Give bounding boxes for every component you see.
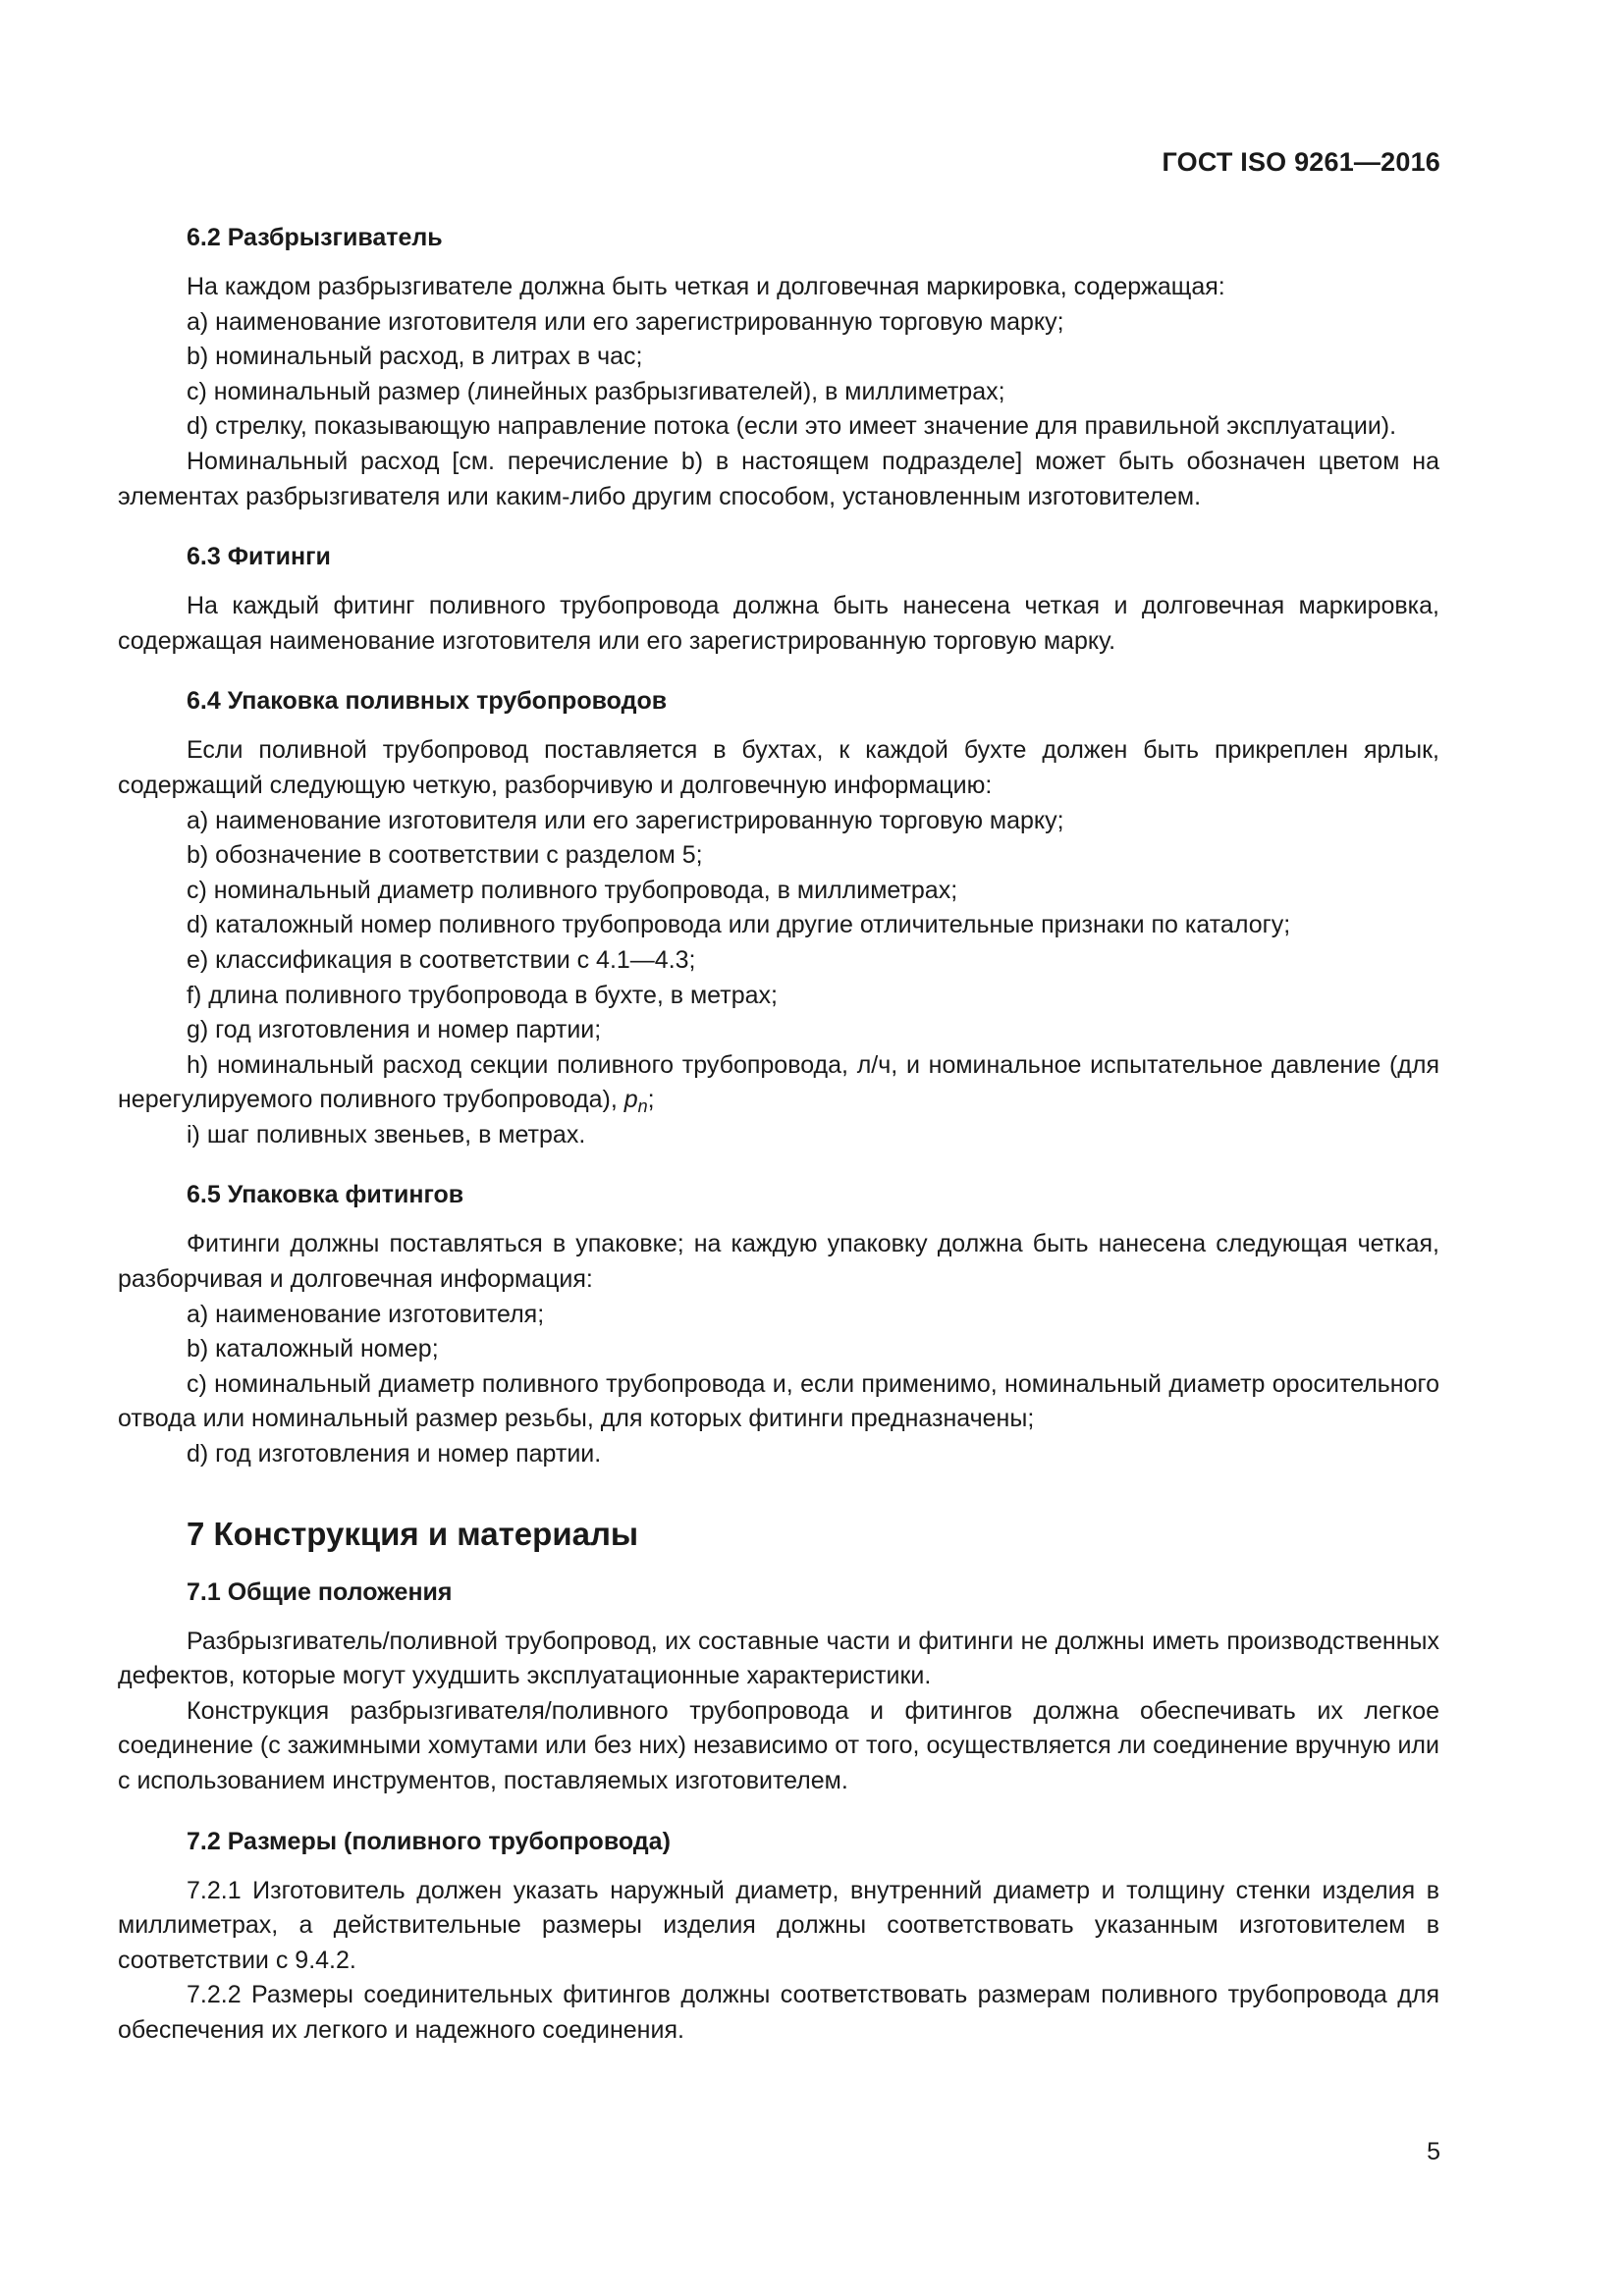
list-item: a) наименование изготовителя или его зарегистрированную торговую марку; [187,806,1064,834]
paragraph: На каждый фитинг поливного трубопровода должна быть нанесена четкая и долговечная маркировка, содержащая наименование изготовителя или его зарегистрированную торговую марку. [118,592,1439,655]
section-heading-6-5: 6.5 Упаковка фитингов [187,1181,464,1209]
list-item: c) номинальный диаметр поливного трубопровода, в миллиметрах; [187,876,958,904]
list-item: b) номинальный расход, в литрах в час; [187,343,643,371]
list-item-text: h) номинальный расход секции поливного трубопровода, л/ч, и номинальное испытательное давление (для нерегулируемого поливного трубопровода), [118,1050,1439,1114]
paragraph: Если поливной трубопровод поставляется в бухтах, к каждой бухте должен быть прикреплен ярлык, содержащий следующую четкую, разборчивую и долговечную информацию: [118,736,1439,799]
paragraph: Номинальный расход [см. перечисление b) в настоящем подразделе] может быть обозначен цветом на элементах разбрызгивателя или каким-либо другим способом, установленным изготовителем. [118,447,1439,510]
list-item: c) номинальный размер (линейных разбрызгивателей), в миллиметрах; [187,377,1005,405]
paragraph: Разбрызгиватель/поливной трубопровод, их составные части и фитинги не должны иметь производственных дефектов, которые могут ухудшить эксплуатационные характеристики. [118,1627,1439,1690]
paragraph: Конструкция разбрызгивателя/поливного трубопровода и фитингов должна обеспечивать их легкое соединение (с зажимными хомутами или без них) независимо от того, осуществляется ли соединение вручную или с использованием инструментов, поставляемых изготовителем. [118,1696,1439,1794]
list-item: e) классификация в соответствии с 4.1—4.3; [187,945,696,974]
document-header: ГОСТ ISO 9261—2016 [1162,147,1440,177]
list-item: f) длина поливного трубопровода в бухте, в метрах; [187,981,778,1009]
document-body [118,220,1439,2049]
list-item: b) каталожный номер; [187,1335,439,1363]
list-item: c) номинальный диаметр поливного трубопровода и, если применимо, номинальный диаметр оросительного отвода или номинальный размер резьбы, для которых фитинги предназначены; [118,1369,1439,1433]
list-item: d) год изготовления и номер партии. [187,1440,602,1468]
section-heading-7-1: 7.1 Общие положения [187,1577,453,1606]
list-item: d) каталожный номер поливного трубопровода или другие отличительные признаки по каталогу; [187,911,1291,939]
list-item: g) год изготовления и номер партии; [187,1016,602,1044]
chapter-heading-7: 7 Конструкция и материалы [187,1515,639,1552]
list-item: a) наименование изготовителя; [187,1300,545,1328]
section-heading-6-2: 6.2 Разбрызгиватель [187,224,443,251]
pressure-subscript: n [637,1096,648,1117]
list-item: a) наименование изготовителя или его зарегистрированную торговую марку; [187,307,1064,336]
section-heading-6-3: 6.3 Фитинги [187,543,331,571]
list-item: i) шаг поливных звеньев, в метрах. [187,1120,586,1148]
paragraph: 7.2.1 Изготовитель должен указать наружный диаметр, внутренний диаметр и толщину стенки изделия в миллиметрах, а действительные размеры изделия должны соответствовать указанным изготовителем в соответствии с 9.4.2. [118,1876,1439,1974]
paragraph: Фитинги должны поставляться в упаковке; на каждую упаковку должна быть нанесена следующая четкая, разборчивая и долговечная информация: [118,1230,1439,1294]
list-item [118,1048,1439,1118]
section-heading-7-2: 7.2 Размеры (поливного трубопровода) [187,1827,671,1855]
paragraph: 7.2.2 Размеры соединительных фитингов должны соответствовать размерам поливного трубопровода для обеспечения их легкого и надежного соединения. [118,1981,1439,2044]
pressure-symbol: p [623,1086,638,1114]
paragraph: На каждом разбрызгивателе должна быть четкая и долговечная маркировка, содержащая: [187,273,1225,300]
section-heading-6-4: 6.4 Упаковка поливных трубопроводов [187,687,668,716]
page-number: 5 [1427,2138,1440,2165]
list-item: b) обозначение в соответствии с разделом 5; [187,841,703,870]
list-item: d) стрелку, показывающую направление потока (если это имеет значение для правильной эксплуатации). [187,412,1397,441]
list-item-end: ; [647,1086,655,1114]
